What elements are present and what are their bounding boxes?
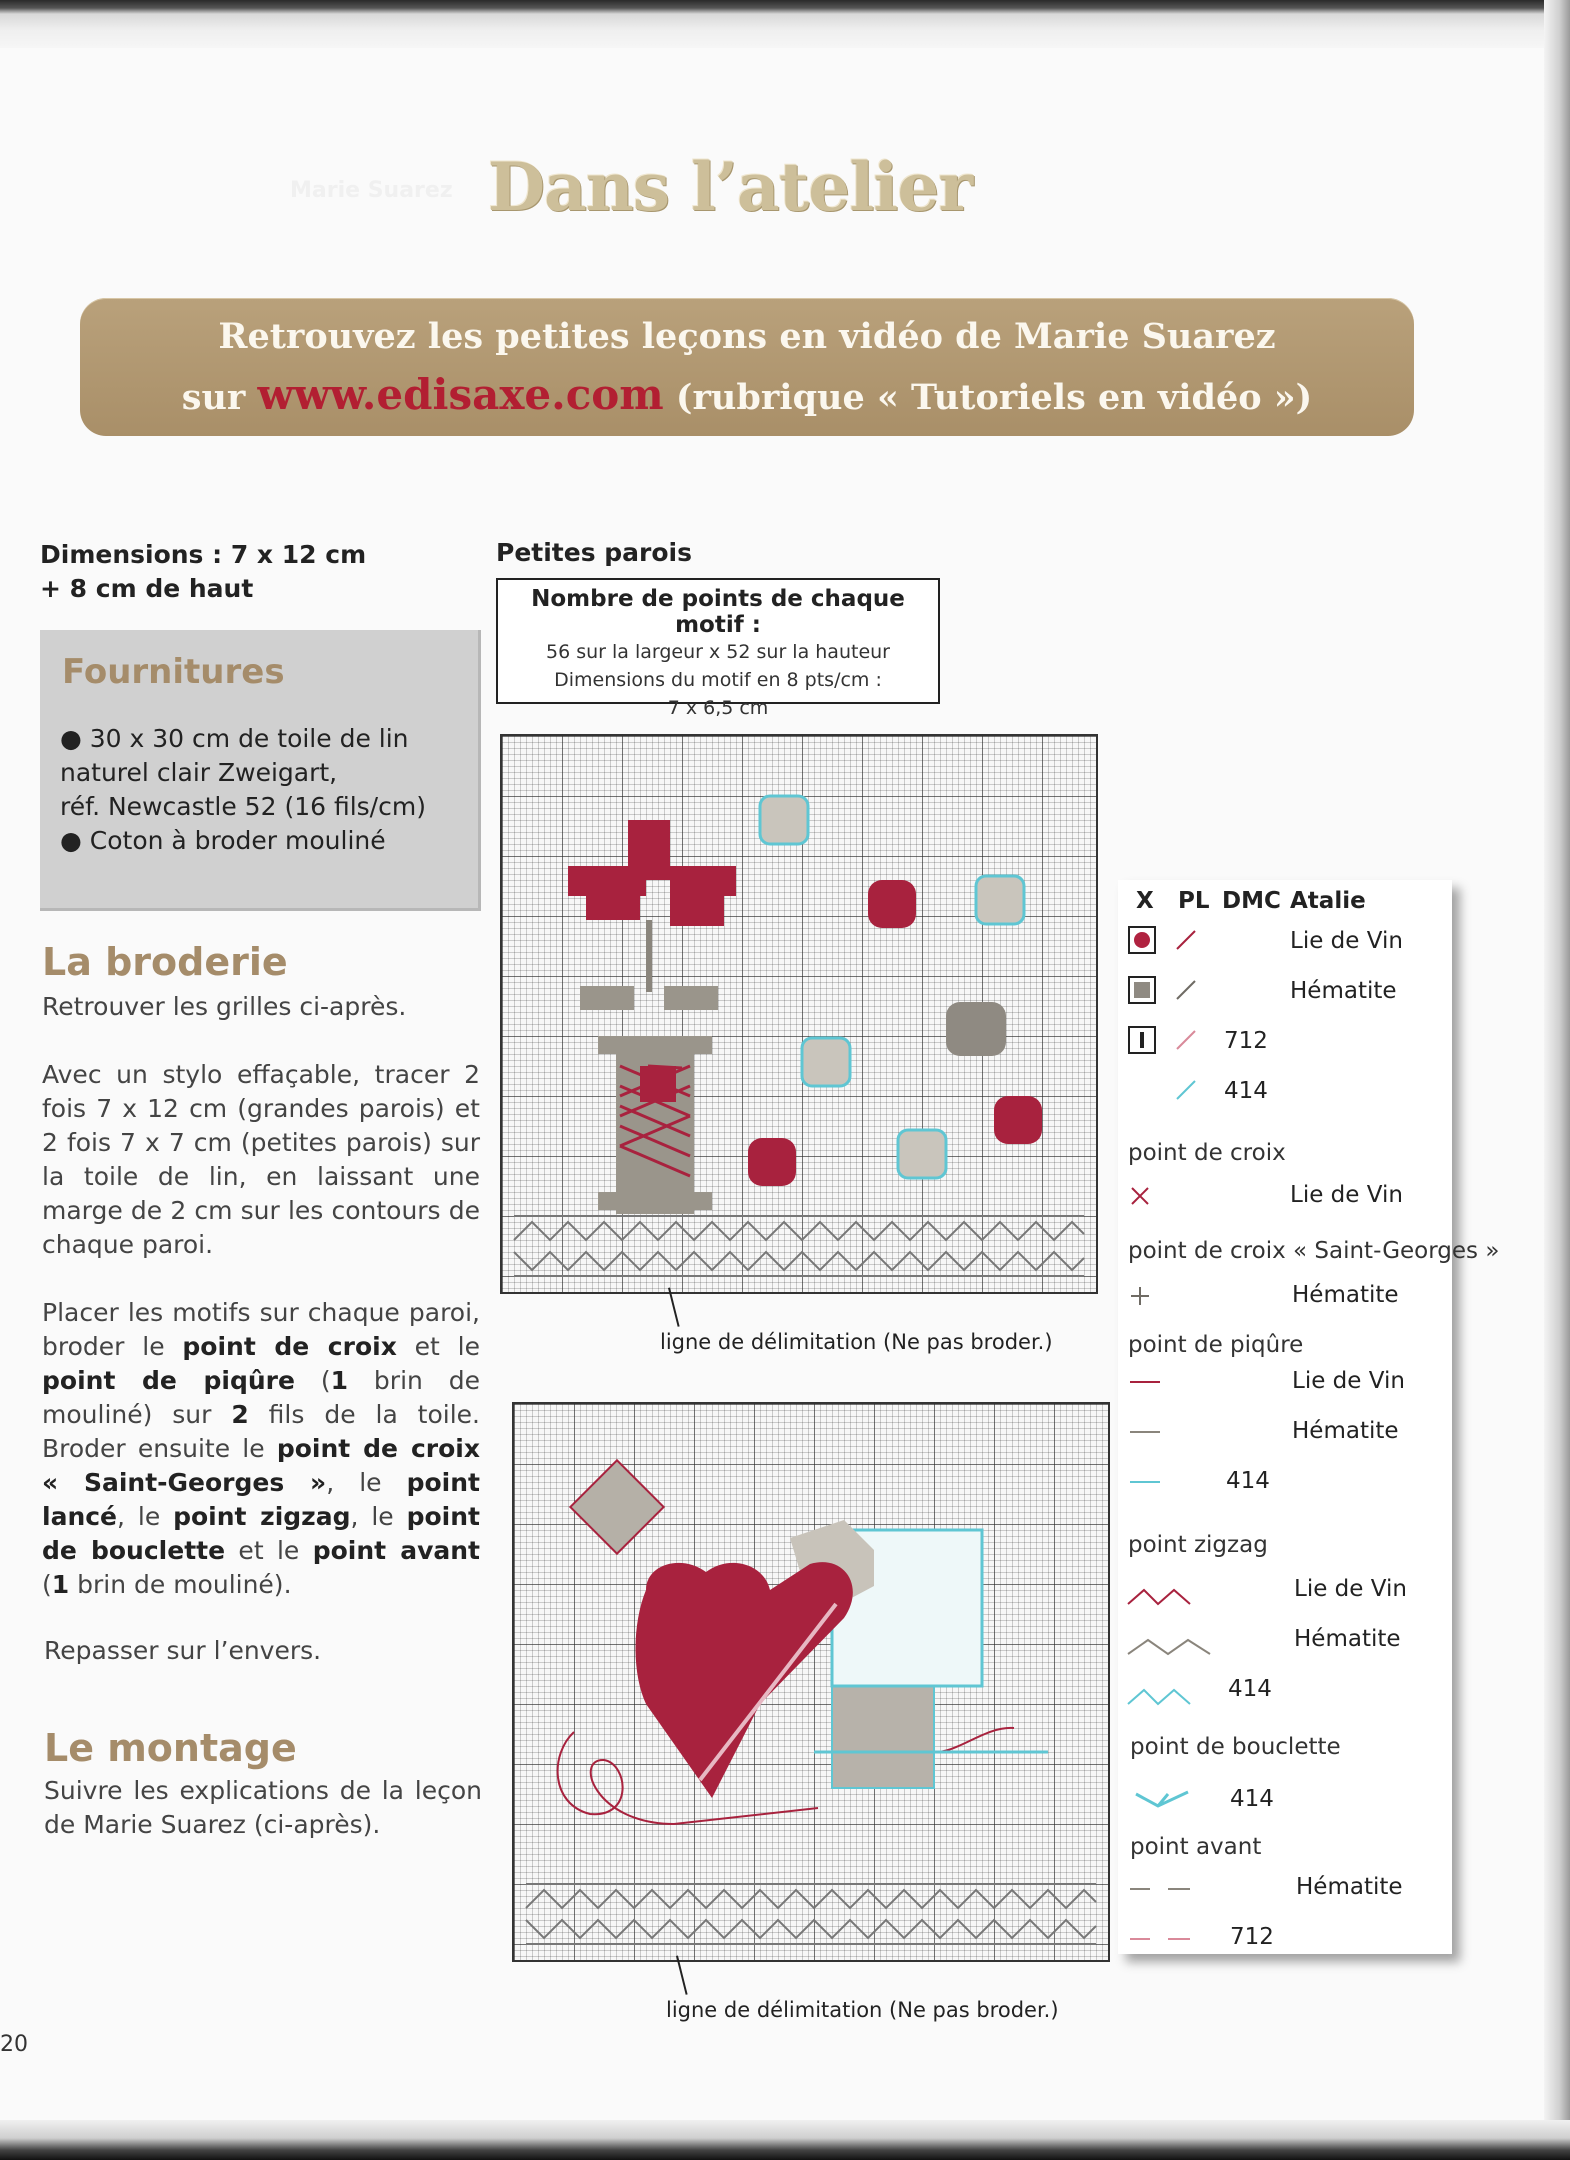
wine-swatch-icon: [1128, 926, 1156, 954]
chart-1-caption: ligne de délimitation (Ne pas broder.): [660, 1330, 1053, 1354]
legend-atalie: Hématite: [1296, 1874, 1403, 1900]
legend-atalie: Hématite: [1290, 978, 1397, 1004]
banner-prefix: sur: [181, 377, 246, 418]
stitch-name: point de croix: [182, 1332, 397, 1361]
page-title: Dans l’atelier: [487, 148, 973, 226]
thread-count: 2: [231, 1400, 249, 1429]
text-run: Placer les motifs sur chaque paroi, broder le: [42, 1298, 480, 1361]
legend-atalie: Lie de Vin: [1294, 1576, 1407, 1602]
stitch-count-line: 56 sur la largeur x 52 sur la hauteur: [546, 641, 890, 663]
dimensions: [40, 538, 366, 606]
backstitch-414-icon: [1128, 1476, 1162, 1488]
legend-atalie: Lie de Vin: [1292, 1368, 1405, 1394]
712-slash-icon: [1174, 1028, 1198, 1052]
legend-atalie: Hématite: [1292, 1282, 1399, 1308]
text-run: (: [42, 1570, 52, 1599]
text-run: brin de mouliné) sur: [42, 1366, 481, 1429]
zigzag-414-icon: [1126, 1686, 1192, 1706]
cross-stitch-icon: [1128, 1184, 1152, 1208]
text-run: et le: [225, 1536, 313, 1565]
legend-dmc: 414: [1224, 1078, 1268, 1104]
legend-section-title: point de piqûre: [1128, 1332, 1304, 1358]
text-run: (: [294, 1366, 331, 1395]
stitch-count-box: [496, 578, 940, 719]
broderie-paragraph-4: Repasser sur l’envers.: [44, 1636, 322, 1665]
legend-section-title: point de bouclette: [1130, 1734, 1341, 1760]
banner-suffix: (rubrique « Tutoriels en vidéo »): [675, 377, 1313, 418]
legend-atalie: Hématite: [1292, 1418, 1399, 1444]
zigzag-hematite-icon: [1126, 1636, 1212, 1656]
stitch-name: point de piqûre: [42, 1366, 295, 1395]
fournitures-box: [40, 630, 481, 911]
cross-stitch-chart-heart: [512, 1402, 1110, 1962]
broderie-intro: Retrouver les grilles ci-après.: [42, 992, 407, 1021]
legend-header-dmc: DMC: [1222, 888, 1281, 914]
stitch-count-line: 7 x 6,5 cm: [667, 697, 769, 719]
legend-section-title: point de croix « Saint-Georges »: [1128, 1238, 1500, 1264]
wine-slash-icon: [1174, 928, 1198, 952]
stitch-name: point de bouclette: [42, 1502, 480, 1565]
712-swatch-icon: [1128, 1026, 1156, 1054]
legend-header-pl: PL: [1178, 888, 1210, 914]
hematite-swatch-icon: [1128, 976, 1156, 1004]
dimensions-line-1: Dimensions : 7 x 12 cm: [40, 540, 367, 569]
scan-border-right: [1544, 0, 1570, 2160]
text-run: , le: [117, 1502, 174, 1531]
banner-url-link[interactable]: www.edisaxe.com: [257, 370, 664, 419]
chart-2-caption: ligne de délimitation (Ne pas broder.): [666, 1998, 1059, 2022]
petites-parois-heading: Petites parois: [496, 538, 693, 567]
video-lessons-banner: [80, 298, 1414, 436]
stitch-name: point zigzag: [173, 1502, 351, 1531]
page-number: 20: [0, 2032, 28, 2057]
strand-count: 1: [330, 1366, 349, 1395]
broderie-paragraph-3: [42, 1296, 480, 1602]
text-run: fils de la toile. Broder ensuite le: [42, 1400, 480, 1463]
dimensions-line-2: + 8 cm de haut: [40, 574, 254, 603]
montage-heading: Le montage: [44, 1726, 297, 1770]
cross-stitch-chart-spool: [500, 734, 1098, 1294]
hematite-slash-icon: [1174, 978, 1198, 1002]
montage-paragraph: Suivre les explications de la leçon de Marie Suarez (ci-après).: [44, 1776, 482, 1839]
banner-line-1: Retrouvez les petites leçons en vidéo de Marie Suarez: [218, 316, 1276, 357]
stitch-name: point de croix « Saint-Georges »: [42, 1434, 480, 1497]
legend-atalie: Hématite: [1294, 1626, 1401, 1652]
scan-border-top: [0, 0, 1570, 48]
fournitures-item: ● 30 x 30 cm de toile de lin naturel clair Zweigart,: [60, 724, 409, 787]
legend-header-atalie: Atalie: [1290, 888, 1366, 914]
stitch-name: point avant: [312, 1536, 481, 1565]
legend-section-title: point zigzag: [1128, 1532, 1268, 1558]
stitch-name: point lancé: [42, 1468, 480, 1531]
legend-atalie: Lie de Vin: [1290, 928, 1403, 954]
legend-atalie: Lie de Vin: [1290, 1182, 1403, 1208]
legend-section-title: point de croix: [1128, 1140, 1286, 1166]
text-run: , le: [326, 1468, 407, 1497]
stitch-count-line: Dimensions du motif en 8 pts/cm :: [554, 669, 882, 691]
legend-dmc: 712: [1224, 1028, 1268, 1054]
banner-line-2: [80, 370, 1414, 419]
fournitures-list: [60, 722, 470, 858]
legend-header-x: X: [1136, 888, 1154, 914]
legend-dmc: 414: [1226, 1468, 1270, 1494]
bleed-through-text: Marie Suarez: [290, 178, 453, 203]
backstitch-hematite-icon: [1128, 1426, 1162, 1438]
lazy-daisy-414-icon: [1132, 1786, 1192, 1810]
fournitures-title: Fournitures: [62, 652, 285, 692]
text-run: , le: [350, 1502, 407, 1531]
fournitures-item: réf. Newcastle 52 (16 fils/cm): [60, 792, 426, 821]
stitch-count-title: Nombre de points de chaque motif :: [531, 586, 905, 638]
strand-count: 1: [51, 1570, 70, 1599]
legend-dmc: 414: [1228, 1676, 1272, 1702]
fournitures-item: ● Coton à broder mouliné: [60, 826, 386, 855]
text-run: brin de mouliné).: [69, 1570, 292, 1599]
chart-motif-spool: [502, 736, 1096, 1292]
chart-motif-heart: [514, 1404, 1108, 1960]
backstitch-wine-icon: [1128, 1376, 1162, 1388]
scan-border-bottom: [0, 2120, 1570, 2160]
zigzag-wine-icon: [1126, 1586, 1192, 1606]
legend-section-title: point avant: [1130, 1834, 1262, 1860]
414-slash-icon: [1174, 1078, 1198, 1102]
text-run: et le: [396, 1332, 480, 1361]
saint-georges-cross-icon: [1128, 1284, 1152, 1308]
legend-dmc: 712: [1230, 1924, 1274, 1950]
running-stitch-hematite-icon: [1128, 1884, 1194, 1894]
legend-dmc: 414: [1230, 1786, 1274, 1812]
broderie-heading: La broderie: [42, 940, 288, 984]
broderie-paragraph-2: Avec un stylo effaçable, tracer 2 fois 7 x 12 cm (grandes parois) et 2 fois 7 x 7 cm (petites parois) sur la toile de lin, en laissant une marge de 2 cm sur les contours de chaque paroi.: [42, 1060, 480, 1259]
running-stitch-712-icon: [1128, 1934, 1194, 1944]
thread-legend: [1118, 880, 1500, 1954]
